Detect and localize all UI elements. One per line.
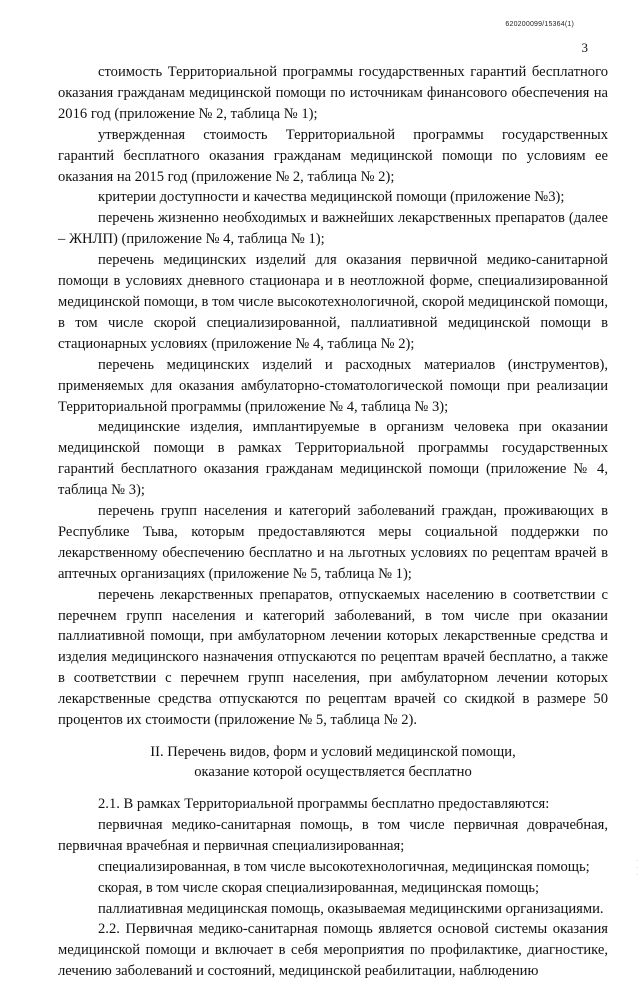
section-heading-line-1: II. Перечень видов, форм и условий медицинской помощи, (150, 744, 516, 760)
list-item: перечень групп населения и категорий заболеваний граждан, проживающих в Республике Тыва, которым предоставляются меры социальной поддержки по лекарственному обеспечению бесплатно и на льготных условиях по рецептам врачей в аптечных организациях (приложение № 5, таблица № 1); (58, 503, 608, 582)
paragraph: первичная медико-санитарная помощь, в том числе первичная доврачебная, первичная врачебная и первичная специализированная; (58, 816, 608, 854)
section-heading-line-2: оказание которой осуществляется бесплатно (194, 764, 472, 780)
paragraph: паллиативная медицинская помощь, оказываемая медицинскими организациями. (98, 900, 604, 917)
document-body (58, 62, 608, 982)
list-item: медицинские изделия, имплантируемые в организм человека при оказании медицинской помощи в рамках Территориальной программы государственных гарантий бесплатного оказания гражданам медицинской помощи (приложение № 4, таблица № 3); (58, 419, 608, 499)
list-item: утвержденная стоимость Территориальной программы государственных гарантий бесплатного оказания гражданам медицинской помощи по условиям ее оказания на 2015 год (приложение № 2, таблица № 2); (58, 126, 608, 185)
page-number: 3 (581, 40, 588, 55)
paragraph: 2.2. Первичная медико-санитарная помощь является основой системы оказания медицинской помощи и включает в себя мероприятия по профилактике, диагностике, лечению заболеваний и состояний, медицинской реабилитации, наблюдению (58, 921, 608, 980)
paragraph: 2.1. В рамках Территориальной программы бесплатно предоставляются: (98, 796, 550, 812)
list-item: критерии доступности и качества медицинской помощи (приложение №3); (98, 189, 565, 206)
section-heading (58, 742, 608, 782)
list-item: перечень лекарственных препаратов, отпускаемых населению в соответствии с перечнем групп населения и категорий заболеваний, в том числе при оказании паллиативной помощи, при амбулаторном лечении которых лекарственные средства и изделия медицинского назначения отпускаются по рецептам врачей бесплатно, а также в соответствии с перечнем групп населения, при амбулаторном лечении которых лекарственные средства отпускаются по рецептам врачей со скидкой в размере 50 процентов их стоимости (приложение № 5, таблица № 2). (58, 586, 608, 729)
list-item: перечень жизненно необходимых и важнейших лекарственных препаратов (далее – ЖНЛП) (приложение № 4, таблица № 1); (58, 210, 608, 248)
paragraph: специализированная, в том числе высокотехнологичная, медицинская помощь; (98, 858, 590, 875)
list-item: перечень медицинских изделий и расходных материалов (инструментов), применяемых для оказания амбулаторно-стоматологической помощи при реализации Территориальной программы (приложение № 4, таблица № 3); (58, 356, 608, 415)
list-item: перечень медицинских изделий для оказания первичной медико-санитарной помощи в условиях дневного стационара и в неотложной форме, специализированной медицинской помощи, в том числе высокотехнологичной, скорой медицинской помощи, в том числе скорой специализированной, паллиативной медицинской помощи в стационарных условиях (приложение № 4, таблица № 2); (58, 252, 608, 352)
paragraph: скорая, в том числе скорая специализированная, медицинская помощь; (98, 879, 540, 896)
scan-artifact: · · · (636, 858, 638, 878)
document-code: 620200099/15364(1) (505, 21, 574, 28)
list-item: стоимость Территориальной программы государственных гарантий бесплатного оказания гражданам медицинской помощи по источникам финансового обеспечения на 2016 год (приложение № 2, таблица № 1); (58, 64, 608, 122)
